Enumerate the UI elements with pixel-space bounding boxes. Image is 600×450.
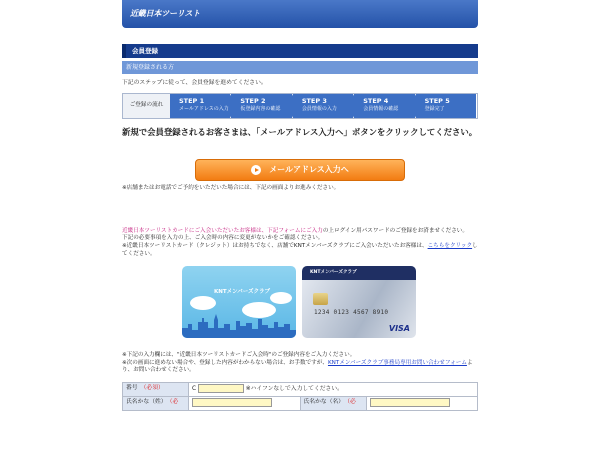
number-prefix: C — [192, 386, 197, 393]
step-label: メールアドレスの入力 — [179, 105, 229, 112]
step-number: STEP 2 — [240, 96, 266, 105]
form-row-name-kana — [123, 396, 478, 410]
input-note: ※下記の入力欄には、"近畿日本ツーリストカードご入会時"のご登録内容をご入力ください。 — [122, 352, 356, 359]
step-number: STEP 5 — [424, 96, 450, 105]
card-number: 1234 0123 4567 8910 — [314, 309, 389, 317]
first-name-kana-label-cell — [300, 396, 366, 410]
number-hint: ※ハイフンなしで入力してください。 — [245, 386, 343, 393]
number-label-cell — [123, 382, 189, 396]
cloud-shape — [270, 292, 292, 304]
site-header — [122, 0, 478, 28]
knt-card-info-highlight: 近畿日本ツーリストカードにご入会いただいたお客様は、下記フォームにご入力 — [122, 227, 323, 234]
sub-title: 新規登録される方 — [122, 61, 478, 74]
last-name-kana-input[interactable] — [192, 398, 272, 407]
steps-label: ご登録の流れ — [123, 94, 170, 118]
knt-members-card-image — [182, 266, 296, 338]
intro-text: 下記のステップに従って、会員登録を進めてください。 — [122, 80, 267, 86]
number-label: 番号 — [126, 385, 138, 392]
chip-icon — [313, 293, 328, 305]
lead-text: 新規で会員登録されるお客さまは、「メールアドレス入力へ」ボタンをクリックしてください。 — [122, 126, 478, 137]
step-number: STEP 1 — [179, 96, 205, 105]
cloud-shape — [190, 296, 216, 310]
step-4 — [354, 94, 414, 118]
step-label: 登録完了 — [424, 105, 445, 112]
number-input-cell — [189, 382, 478, 396]
registration-steps — [122, 93, 478, 119]
card-b-brand: KNTメンバーズクラブ — [310, 270, 357, 276]
first-name-kana-input-cell — [366, 396, 478, 410]
required-mark: （必 — [169, 399, 179, 406]
step-number: STEP 3 — [301, 96, 327, 105]
last-name-kana-label: 氏名かな（姓） — [126, 399, 167, 406]
step-label: 会員情報の入力 — [301, 105, 337, 112]
required-mark: （必須） — [140, 385, 164, 392]
step-label: 会員情報の確認 — [363, 105, 399, 112]
knt-credit-card-image — [302, 266, 416, 338]
first-name-kana-label: 氏名かな（名） — [303, 399, 345, 406]
step-2 — [231, 94, 291, 118]
member-form — [122, 382, 478, 411]
page-wrapper — [122, 0, 478, 411]
email-input-button-label: メールアドレス入力へ — [269, 164, 349, 174]
members-note — [122, 243, 478, 258]
contact-note-end: より、お問い合わせください。 — [122, 359, 473, 374]
step-number: STEP 4 — [363, 96, 389, 105]
step-1 — [170, 94, 230, 118]
last-name-kana-label-cell — [123, 396, 189, 410]
first-name-kana-input[interactable] — [370, 398, 450, 407]
contact-note — [122, 360, 478, 375]
inquiry-form-link[interactable]: KNTメンバーズクラブ事務局専用お問い合わせフォーム — [327, 359, 467, 366]
section-title: 会員登録 — [122, 44, 478, 58]
step-3 — [293, 94, 353, 118]
store-note: ※店舗またはお電話でご予約をいただいた場合には、下記の画面よりお進みください。 — [122, 185, 340, 192]
form-row-number — [123, 382, 478, 396]
step-label: 仮登録内容の確認 — [240, 105, 281, 112]
step-5 — [416, 94, 476, 118]
members-note-text: ※近畿日本ツーリストカード（クレジット）はお持ちでなく、店舗でKNTメンバーズクラブにご入会いただいたお客様は、 — [122, 242, 428, 249]
card-a-logo: KNTメンバーズクラブ — [214, 289, 270, 296]
required-mark: （必 — [347, 399, 356, 406]
visa-logo: VISA — [388, 324, 410, 334]
knt-card-info-rest: の上ログイン用パスワードのご登録をお済ませください。 — [322, 227, 468, 234]
confirm-note: 下記の必要事項を入力の上、ご入会時の内容に変更がないかをご確認ください。 — [122, 235, 324, 242]
email-input-button[interactable] — [195, 159, 405, 181]
brand-logo[interactable]: 近畿日本ツーリスト — [130, 9, 201, 18]
members-note-end: してください。 — [122, 242, 478, 257]
card-images — [182, 266, 478, 338]
click-here-link[interactable]: こちらをクリック — [427, 242, 473, 249]
card-number-input[interactable] — [198, 384, 244, 393]
play-icon — [251, 165, 261, 175]
contact-note-text: ※次の画面に進めない場合や、登録した内容がわからない場合は、お手数ですが、 — [122, 359, 328, 366]
city-skyline-icon — [182, 312, 296, 338]
last-name-kana-input-cell — [189, 396, 301, 410]
